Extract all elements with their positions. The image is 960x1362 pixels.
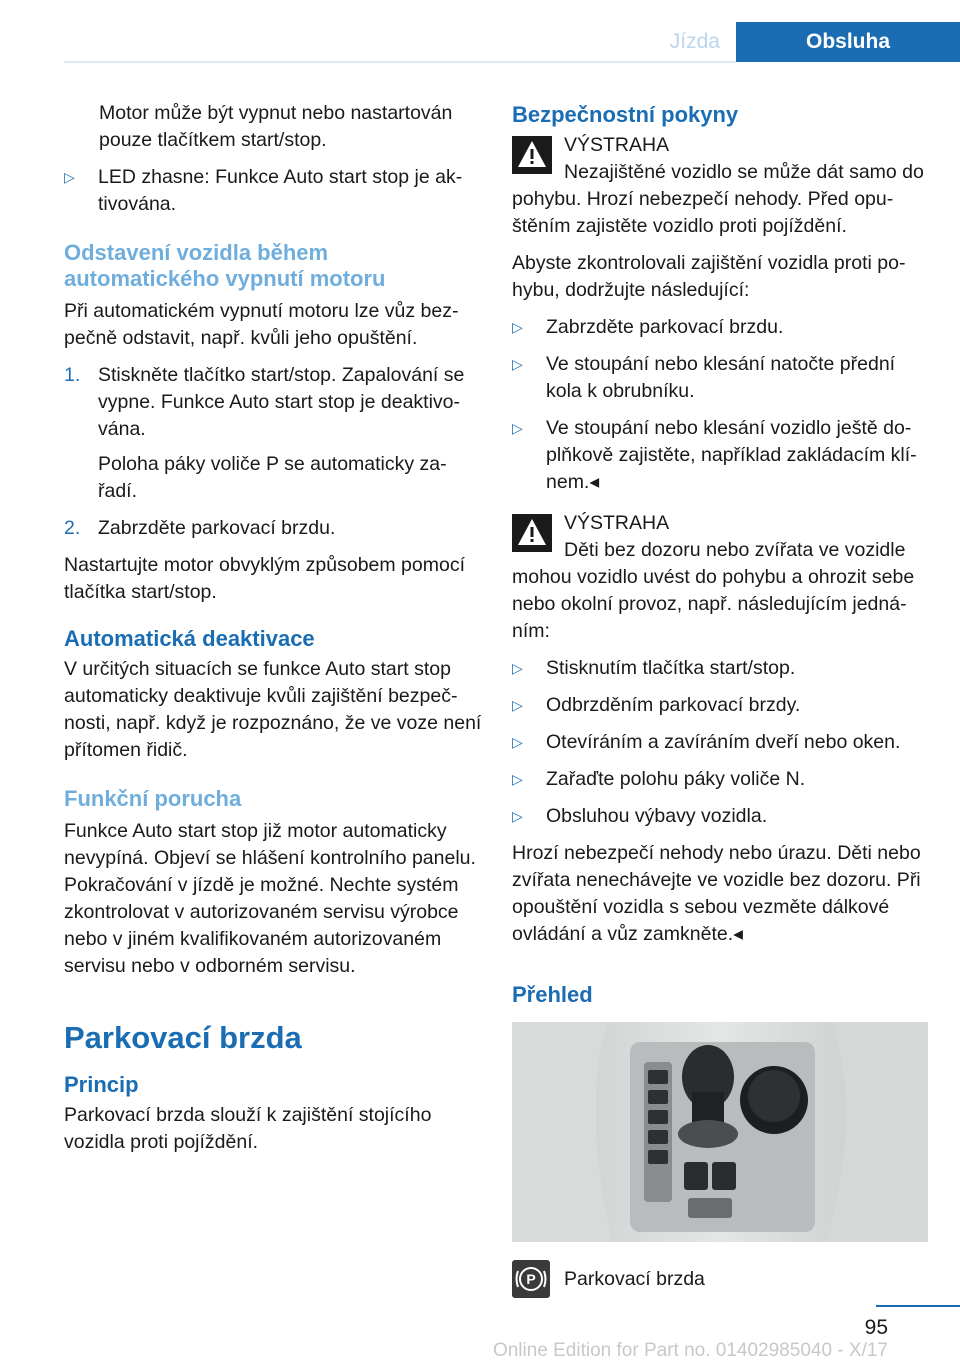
triangle-bullet-icon: ▷ <box>512 420 523 436</box>
triangle-bullet-icon: ▷ <box>512 319 523 335</box>
list-item-text: Ve stoupání nebo klesání natočte přední kola k obrubníku. <box>546 353 896 402</box>
triangle-bullet-icon: ▷ <box>512 697 523 713</box>
warning-text: Děti bez dozoru nebo zvířata ve vozidle mohou vozidlo uvést do pohybu a ohrozit sebe nebo okolní provoz, např. následujícím jedná- ním: <box>512 539 915 642</box>
heading-bezpecnost: Bezpečnostní pokyny <box>512 102 739 127</box>
triangle-bullet-icon: ▷ <box>512 808 523 824</box>
warning-block <box>512 510 930 645</box>
step-text: Stiskněte tlačítko start/stop. Zapalování se vypne. Funkce Auto start stop je deaktivo- vána. <box>98 364 465 440</box>
svg-text:P: P <box>526 1271 536 1287</box>
heading-porucha: Funkční porucha <box>64 786 242 811</box>
left-column <box>64 100 482 1166</box>
paragraph-porucha: Funkce Auto start stop již motor automaticky nevypíná. Objeví se hlášení kontrolního panelu. Pokračování v jízdě je možné. Nechte systém zkontrolovat v autorizovaném servisu výrobce nebo v jiném kvalifikovaném autorizovaném servisu nebo v odborném servisu. <box>64 820 476 977</box>
list-item <box>512 655 930 682</box>
paragraph-abyste: Abyste zkontrolovali zajištění vozidla proti po- hybu, dodržujte následující: <box>512 252 906 301</box>
parking-brake-icon <box>512 1260 550 1298</box>
paragraph-hrozi: Hrozí nebezpečí nehody nebo úrazu. Děti nebo zvířata nenechávejte ve vozidle bez dozoru. Při opouštění vozidla s sebou vezměte dálkové ovládání a vůz zamkněte.◂ <box>512 842 921 945</box>
heading-prehled: Přehled <box>512 982 593 1007</box>
warning-block <box>512 132 930 240</box>
actions-list <box>512 655 930 830</box>
warning-title: VÝSTRAHA <box>564 134 670 156</box>
triangle-bullet-icon: ▷ <box>512 771 523 787</box>
page-number: 95 <box>864 1316 888 1339</box>
step-number: 1. <box>64 364 81 386</box>
edition-footer: Online Edition for Part no. 01402985040 - X/17 <box>492 1340 888 1361</box>
header-tabs <box>654 22 960 62</box>
list-item <box>512 766 930 793</box>
warning-title: VÝSTRAHA <box>564 512 670 534</box>
heading-parkovaci-brzda: Parkovací brzda <box>64 1020 302 1055</box>
list-item-text: Stisknutím tlačítka start/stop. <box>546 657 796 679</box>
list-item-text: Ve stoupání nebo klesání vozidlo ještě do- plňkově zajistěte, například zakládacím klí- nem.◂ <box>546 417 917 493</box>
step-item <box>64 362 482 505</box>
paragraph-auto-deaktivace: V určitých situacích se funkce Auto start stop automaticky deaktivuje kvůli zajištění bezpeč- nosti, např. když je rozpoznáno, že ve voze není přítomen řidič. <box>64 658 482 761</box>
triangle-bullet-icon: ▷ <box>512 356 523 372</box>
list-item <box>512 803 930 830</box>
caption-text: Parkovací brzda <box>564 1267 705 1290</box>
securing-list <box>512 314 930 496</box>
intro-continuation: Motor může být vypnut nebo nastartován pouze tlačítkem start/stop. <box>99 102 453 151</box>
list-item-text: Odbrzděním parkovací brzdy. <box>546 694 801 716</box>
step-subtext: Poloha páky voliče P se automaticky za- řadí. <box>98 453 447 502</box>
tab-section[interactable]: Jízda <box>669 30 720 53</box>
list-item <box>512 692 930 719</box>
footer-rule <box>876 1305 960 1307</box>
heading-odstaveni: Odstavení vozidla během automatického vypnutí motoru <box>64 240 386 291</box>
list-item <box>64 164 482 218</box>
triangle-bullet-icon: ▷ <box>64 169 75 185</box>
triangle-bullet-icon: ▷ <box>512 734 523 750</box>
list-item-text: Obsluhou výbavy vozidla. <box>546 805 768 827</box>
led-list <box>64 164 482 218</box>
list-item-text: Zabrzděte parkovací brzdu. <box>546 316 784 338</box>
list-item <box>512 415 930 496</box>
paragraph-nastartujte: Nastartujte motor obvyklým způsobem pomocí tlačítka start/stop. <box>64 554 465 603</box>
heading-princip: Princip <box>64 1072 139 1097</box>
warning-icon <box>512 136 552 174</box>
list-item <box>512 351 930 405</box>
paragraph-odstaveni: Při automatickém vypnutí motoru lze vůz bez- pečně odstavit, např. kvůli jeho opuštění. <box>64 300 459 349</box>
list-item <box>512 729 930 756</box>
caption-row <box>512 1260 930 1298</box>
paragraph-princip: Parkovací brzda slouží k zajištění stojícího vozidla proti pojíždění. <box>64 1104 432 1153</box>
warning-icon <box>512 514 552 552</box>
heading-auto-deaktivace: Automatická deaktivace <box>64 626 315 651</box>
center-console-photo <box>512 1022 928 1242</box>
list-item <box>512 314 930 341</box>
right-column <box>512 100 930 1298</box>
list-item-text: Zařaďte polohu páky voliče N. <box>546 768 806 790</box>
tab-chapter[interactable]: Obsluha <box>736 22 960 62</box>
list-item-text: LED zhasne: Funkce Auto start stop je ak- tivována. <box>98 166 463 215</box>
warning-text: Nezajištěné vozidlo se může dát samo do pohybu. Hrozí nebezpečí nehody. Před opu- štěním zajistěte vozidlo proti pojíždění. <box>512 161 924 237</box>
header-rule <box>64 61 736 63</box>
triangle-bullet-icon: ▷ <box>512 660 523 676</box>
step-number: 2. <box>64 517 81 539</box>
steps-list <box>64 362 482 542</box>
step-text: Zabrzděte parkovací brzdu. <box>98 517 336 539</box>
list-item-text: Otevíráním a zavíráním dveří nebo oken. <box>546 731 901 753</box>
step-item <box>64 515 482 542</box>
